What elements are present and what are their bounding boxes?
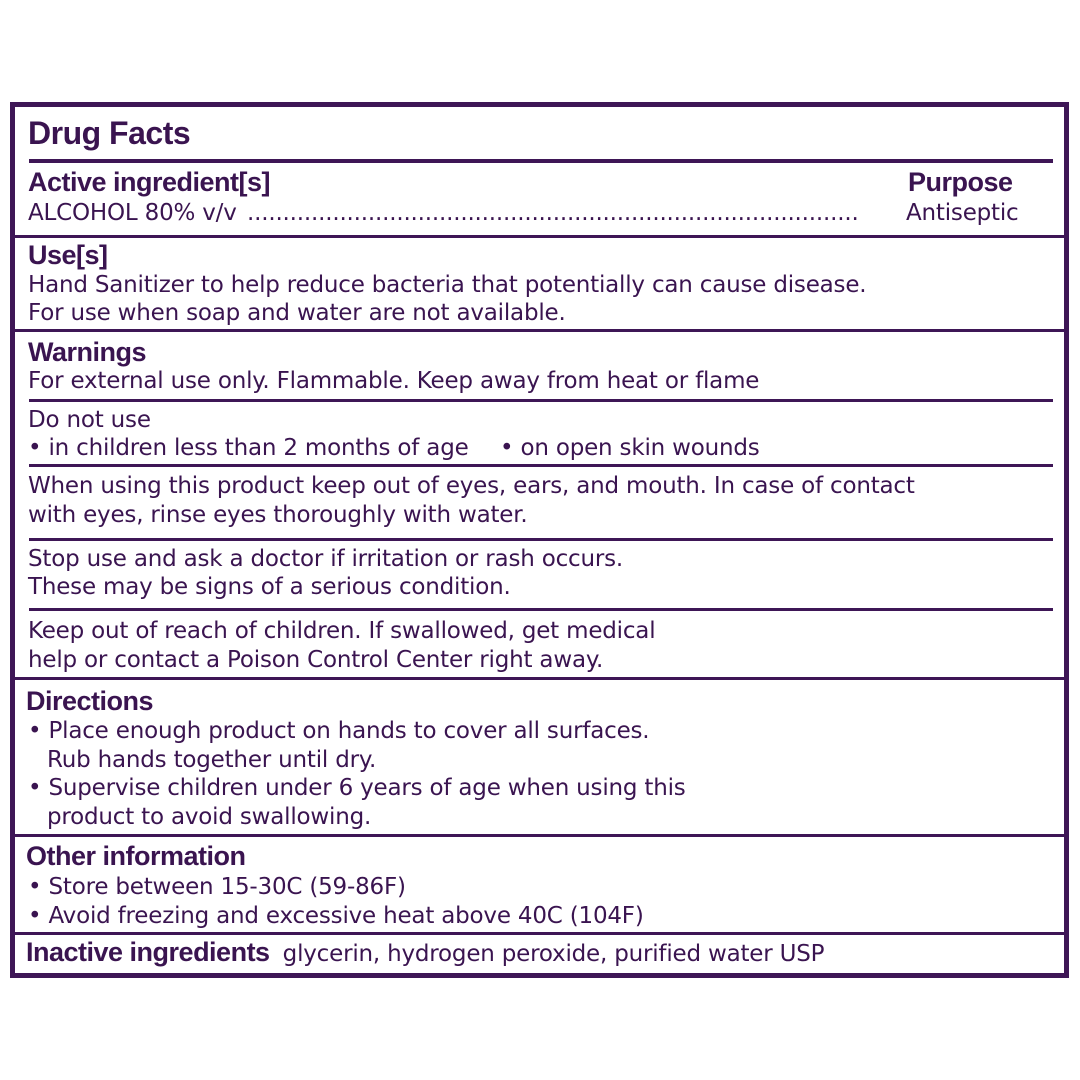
warnings-subdivider (29, 538, 1053, 541)
purpose-heading: Purpose (908, 167, 1013, 197)
do-not-use-heading: Do not use (28, 407, 151, 433)
directions-heading: Directions (26, 686, 154, 716)
section-divider-uses (15, 235, 1064, 238)
warnings-heading: Warnings (28, 337, 147, 367)
warnings-subdivider (29, 399, 1053, 402)
drug-facts-panel (10, 102, 1069, 978)
active-ingredient-value: ALCOHOL 80% v/v (28, 200, 237, 226)
title-divider (29, 159, 1053, 163)
warnings-subdivider (29, 608, 1053, 611)
other-information-line: • Store between 15-30C (59-86F) (28, 874, 406, 900)
dot-leader: ...................................................................................... (247, 200, 859, 226)
do-not-use-item: • on open skin wounds (500, 435, 760, 461)
when-using-line: When using this product keep out of eyes, ears, and mouth. In case of contact (28, 473, 915, 499)
when-using-line: with eyes, rinse eyes thoroughly with water. (28, 502, 528, 528)
inactive-ingredients-text: glycerin, hydrogen peroxide, purified water USP (282, 941, 825, 967)
drug-facts-title: Drug Facts (28, 115, 191, 151)
stop-use-line: These may be signs of a serious condition. (28, 574, 511, 600)
active-ingredient-heading: Active ingredient[s] (28, 167, 271, 197)
section-divider-warnings (15, 329, 1064, 332)
directions-line: product to avoid swallowing. (47, 804, 372, 830)
directions-line: • Supervise children under 6 years of age when using this (28, 775, 686, 801)
directions-line: Rub hands together until dry. (47, 747, 377, 773)
uses-line: For use when soap and water are not available. (28, 300, 566, 326)
section-divider-inactive (15, 932, 1064, 935)
other-information-heading: Other information (26, 841, 246, 871)
uses-heading: Use[s] (28, 240, 108, 270)
warnings-subdivider (29, 464, 1053, 467)
keep-out-line: help or contact a Poison Control Center right away. (28, 647, 604, 673)
inactive-ingredients-row (26, 937, 824, 968)
do-not-use-item: • in children less than 2 months of age (28, 435, 469, 461)
uses-line: Hand Sanitizer to help reduce bacteria that potentially can cause disease. (28, 272, 867, 298)
external-use-warning: For external use only. Flammable. Keep away from heat or flame (28, 368, 760, 394)
keep-out-line: Keep out of reach of children. If swallowed, get medical (28, 618, 656, 644)
directions-line: • Place enough product on hands to cover all surfaces. (28, 718, 650, 744)
stop-use-line: Stop use and ask a doctor if irritation or rash occurs. (28, 546, 624, 572)
section-divider-directions (15, 677, 1064, 680)
purpose-value: Antiseptic (906, 200, 1019, 226)
other-information-line: • Avoid freezing and excessive heat above 40C (104F) (28, 903, 644, 929)
inactive-ingredients-heading: Inactive ingredients (26, 937, 270, 967)
section-divider-other (15, 834, 1064, 837)
